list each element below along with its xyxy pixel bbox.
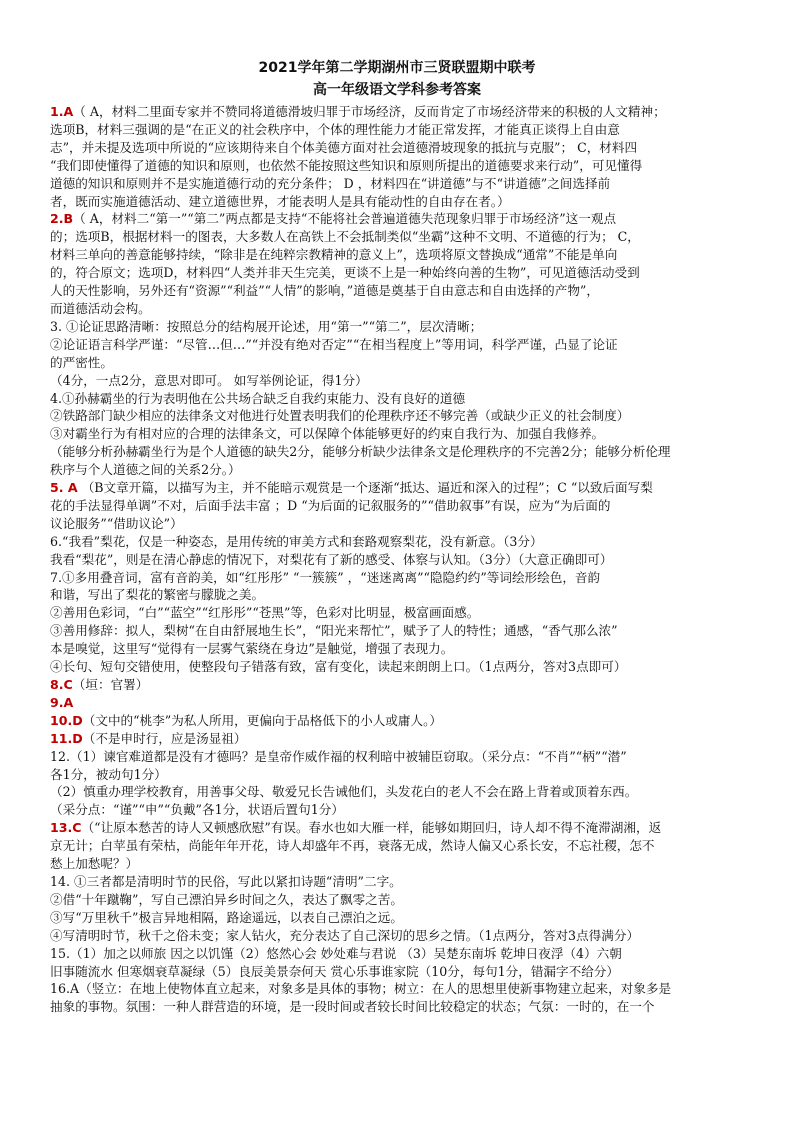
answer-text: （ A，材料二“第一”“第二”两点都是支持“不能将社会普遍道德失范现象归罪于市场经济”这一观点 [73, 211, 617, 227]
answer-line [50, 318, 746, 336]
answer-text: （4分，一点2分，意思对即可。 如写举例论证，得1分） [50, 372, 368, 388]
answer-line [50, 282, 746, 300]
answer-text: 道德的知识和原则并不是实施道德行动的充分条件； D ，材料四在“讲道德”与不“讲道德”之间选择前 [50, 175, 611, 191]
answer-line [50, 569, 746, 587]
answer-text: ①多用叠音词，富有音韵美，如“红彤彤” “一簇簇” ，“迷迷离离”“隐隐约约”等词绘形绘色，音韵 [62, 569, 601, 585]
answer-line [50, 193, 746, 211]
answer-list [50, 103, 746, 1016]
question-number: 3. [50, 318, 63, 334]
answer-line [50, 210, 746, 228]
answer-line [50, 300, 746, 318]
answer-text: 选项B，材料三强调的是“在正义的社会秩序中，个体的理性能力才能正常发挥，才能真正谈得上自由意 [50, 121, 620, 137]
answer-item [50, 712, 746, 730]
answer-line [50, 336, 746, 354]
answer-text: ②铁路部门缺少相应的法律条文对他进行处置表明我们的伦理秩序还不够完善（或缺少正义的社会制度） [50, 408, 630, 424]
answer-item [50, 694, 746, 712]
answer-text: （采分点：“谨”“申”“负戴”各1分，状语后置句1分） [50, 802, 344, 818]
answer-text: （B文章开篇，以描写为主，并不能暗示观赏是一个逐渐“抵达、逼近和深入的过程”；C “以致后面写梨 [77, 480, 653, 496]
answer-line [50, 801, 746, 819]
answer-text: ③写“万里秋千”极言异地相隔，路途遥远，以表自己漂泊之远。 [50, 909, 403, 925]
question-number: 15. [50, 945, 71, 961]
answer-line [50, 748, 746, 766]
answer-line [50, 121, 746, 139]
answer-text: （竖立：在地上使物体直立起来，对象多是具体的事物；树立：在人的思想里使新事物建立起来，对象多是 [79, 981, 672, 997]
answer-text: 材料三单向的善意能够持续，“除非是在纯粹宗教精神的意义上”，选项将原文替换成“通常”不能是单向 [50, 247, 618, 263]
answer-line [50, 980, 746, 998]
answer-line [50, 640, 746, 658]
answer-line [50, 390, 746, 408]
answer-line [50, 837, 746, 855]
answer-line [50, 157, 746, 175]
question-number: 4. [50, 390, 63, 406]
answer-item [50, 533, 746, 569]
answer-text: 抽象的事物。氛围：一种人群营造的环境，是一段时间或者较长时间比较稳定的状态；气氛：一时的，在一个 [50, 999, 655, 1015]
answer-text: ③对霸坐行为有相对应的合理的法律条文，可以保障个体能够更好的约束自我行为、加强自我修养。 [50, 426, 605, 442]
answer-text: （不是申时行，应是汤显祖） [82, 730, 247, 746]
question-number: 7. [50, 569, 63, 585]
answer-text: ②论证语言科学严谨：“尽管…但…”“并没有绝对否定”“在相当程度上”等用词，科学严谨，凸显了论证 [50, 336, 618, 352]
answer-line [50, 354, 746, 372]
answer-text: （文中的“桃李”为私人所用，更偏向于品格低下的小人或庸人。） [82, 712, 442, 728]
answer-text: ①三者都是清明时节的民俗，写此以紧扣诗题“清明”二字。 [70, 873, 402, 889]
answer-item [50, 390, 746, 480]
answer-item [50, 873, 746, 945]
question-number: 6. [50, 533, 63, 549]
answer-line [50, 246, 746, 264]
answer-text: 的严密性。 [50, 354, 113, 370]
answer-text: ①孙赫霸坐的行为表明他在公共场合缺乏自我约束能力、没有良好的道德 [62, 390, 466, 406]
question-number: 10.D [50, 712, 83, 728]
answer-text: 旧事随流水 但寒烟衰草凝绿（5）良辰美景奈何天 赏心乐事谁家院（10分，每句1分，错漏字不给分） [50, 963, 619, 979]
answer-text: （能够分析孙赫霸坐行为是个人道德的缺失2分，能够分析缺少法律条文是伦理秩序的不完善2分；能够分析伦理 [50, 444, 671, 460]
answer-line [50, 783, 746, 801]
answer-text: 的，符合原文；选项D，材料四“人类并非天生完美，更谈不上是一种始终向善的生物”，可见道德活动受到 [50, 265, 640, 281]
answer-line [50, 622, 746, 640]
answer-line [50, 909, 746, 927]
answer-line [50, 228, 746, 246]
answer-item [50, 210, 746, 317]
answer-line [50, 175, 746, 193]
answer-line [50, 891, 746, 909]
answer-text: （垣：官署） [72, 677, 149, 692]
answer-text: ②借“十年蹴鞠”，写自己漂泊异乡时间之久，表达了飘零之苦。 [50, 891, 403, 907]
answer-text: 愁上加愁呢？） [50, 856, 139, 872]
answer-text: “我们即使懂得了道德的知识和原则，也依然不能按照这些知识和原则所提出的道德要求来行动”，可见懂得 [50, 157, 643, 173]
answer-line [50, 461, 746, 479]
question-number: 16.A [50, 981, 80, 997]
answer-line [50, 533, 746, 551]
answer-text: 和谐，写出了梨花的繁密与朦胧之美。 [50, 587, 265, 603]
answer-text: “我看”梨花，仅是一种姿态，是用传统的审美方式和套路观察梨花，没有新意。（3分） [62, 533, 543, 549]
answer-line [50, 873, 746, 891]
answer-text: 的；选项B，根据材料一的图表，大多数人在高铁上不会抵制类似“坐霸”这种不文明、不道德的行为； C， [50, 229, 640, 245]
answer-item [50, 479, 746, 533]
answer-line [50, 676, 746, 694]
answer-line [50, 998, 746, 1016]
answer-line [50, 963, 746, 981]
answer-line [50, 407, 746, 425]
question-number: 12. [50, 748, 71, 764]
answer-text: 人的天性影响，另外还有“资源”“利益”“人情”的影响，”道德是奠基于自由意志和自由选择的产物”， [50, 283, 599, 299]
answer-item [50, 569, 746, 676]
answer-text: 秩序与个人道德之间的关系2分。） [50, 462, 241, 478]
answer-line [50, 712, 746, 730]
answer-text: 我看“梨花”，则是在清心静虑的情况下，对梨花有了新的感受、体察与认知。（3分）（大意正确即可） [50, 551, 613, 567]
page-subtitle: 高一年级语文学科参考答案 [313, 82, 481, 98]
question-number: 5. A [50, 480, 78, 496]
answer-line [50, 604, 746, 622]
answer-text: ④写清明时节，秋千之俗未变；家人钻火，充分表达了自己深切的思乡之情。（1点两分，答对3点得满分） [50, 927, 640, 943]
answer-item [50, 819, 746, 873]
answer-text: （ A，材料二里面专家并不赞同将道德滑坡归罪于市场经济，反而肯定了市场经济带来的积极的人文精神； [73, 104, 666, 119]
answer-text: （1）谏官难道都是没有才德吗？是皇帝作威作福的权利暗中被辅臣窃取。（采分点：“不肖”“柄”“潜” [70, 748, 627, 764]
answer-item [50, 980, 746, 1016]
answer-line [50, 103, 746, 121]
question-number: 13.C [50, 820, 82, 836]
answer-line [50, 551, 746, 569]
answer-text: ③善用修辞：拟人，梨树“在自由舒展地生长”，“阳光来帮忙”，赋予了人的特性；通感，“香气那么浓” [50, 623, 618, 639]
answer-line [50, 855, 746, 873]
answer-line [50, 586, 746, 604]
answer-text: 本是嗅觉，这里写“觉得有一层雾气萦绕在身边”是触觉，增强了表现力。 [50, 641, 454, 657]
answer-line [50, 139, 746, 157]
question-number: 1.A [50, 104, 74, 119]
answer-item [50, 103, 746, 210]
page-title: 2021学年第二学期湖州市三贤联盟期中联考 [258, 60, 536, 76]
answer-text: 议论服务”“借助议论”） [50, 515, 183, 531]
answer-item [50, 676, 746, 694]
question-number: 8.C [50, 677, 73, 692]
answer-text: （1）加之以师旅 因之以饥馑（2）悠然心会 妙处难与君说 （3）吴楚东南坼 乾坤日夜浮（4）六朝 [70, 945, 622, 961]
answer-text: 而道德活动会构。 [50, 300, 151, 316]
answer-line [50, 694, 746, 712]
answer-line [50, 515, 746, 533]
answer-text: ②善用色彩词，“白”“蓝空”“红彤彤”“苍黑”等，色彩对比明显，极富画面感。 [50, 605, 480, 621]
answer-line [50, 372, 746, 390]
answer-line [50, 425, 746, 443]
answer-line [50, 730, 746, 748]
answer-text: （“让原本愁苦的诗人又顿感欣慰”有误。春水也如大雁一样，能够如期回归，诗人却不得不淹滞湖湘，返 [81, 820, 662, 836]
question-number: 14. [50, 873, 71, 889]
answer-line [50, 658, 746, 676]
answer-item [50, 945, 746, 981]
answer-line [50, 927, 746, 945]
answer-text: 京无计；白苹虽有荣枯，尚能年年开花，诗人却盛年不再，衰落无成，然诗人偏又心系长安，不忘社稷，怎不 [50, 838, 655, 854]
answer-text: ④长句、短句交错使用，使整段句子错落有致，富有变化，读起来朗朗上口。（1点两分，答对3点即可） [50, 659, 627, 675]
answer-item [50, 318, 746, 390]
answer-line [50, 819, 746, 837]
answer-line [50, 945, 746, 963]
answer-line [50, 264, 746, 282]
answer-line [50, 479, 746, 497]
answer-text: 各1分，被动句1分） [50, 766, 167, 782]
question-number: 2.B [50, 211, 74, 227]
answer-text: （2）慎重办理学校教育，用善事父母、敬爱兄长告诫他们，头发花白的老人不会在路上背着或顶着东西。 [50, 784, 638, 800]
answer-item [50, 730, 746, 748]
answer-text: ①论证思路清晰：按照总分的结构展开论述，用“第一”“第二”，层次清晰； [62, 318, 483, 334]
question-number: 9.A [50, 694, 74, 710]
answer-line [50, 766, 746, 784]
answer-text: 志”，并未提及选项中所说的“应该期待来自个体美德方面对社会道德滑坡现象的抵抗与克服”； C，材料四 [50, 139, 638, 155]
answer-text: 花的手法显得单调”不对，后面手法丰富 ；D “为后面的记叙服务的”“借助叙事”有误，应为“为后面的 [50, 497, 611, 513]
answer-line [50, 497, 746, 515]
answer-item [50, 748, 746, 820]
answer-text: 者，既而实施道德活动、建立道德世界，才能表明人是具有能动性的自由存在者。） [50, 193, 510, 209]
answer-line [50, 443, 746, 461]
question-number: 11.D [50, 730, 83, 746]
